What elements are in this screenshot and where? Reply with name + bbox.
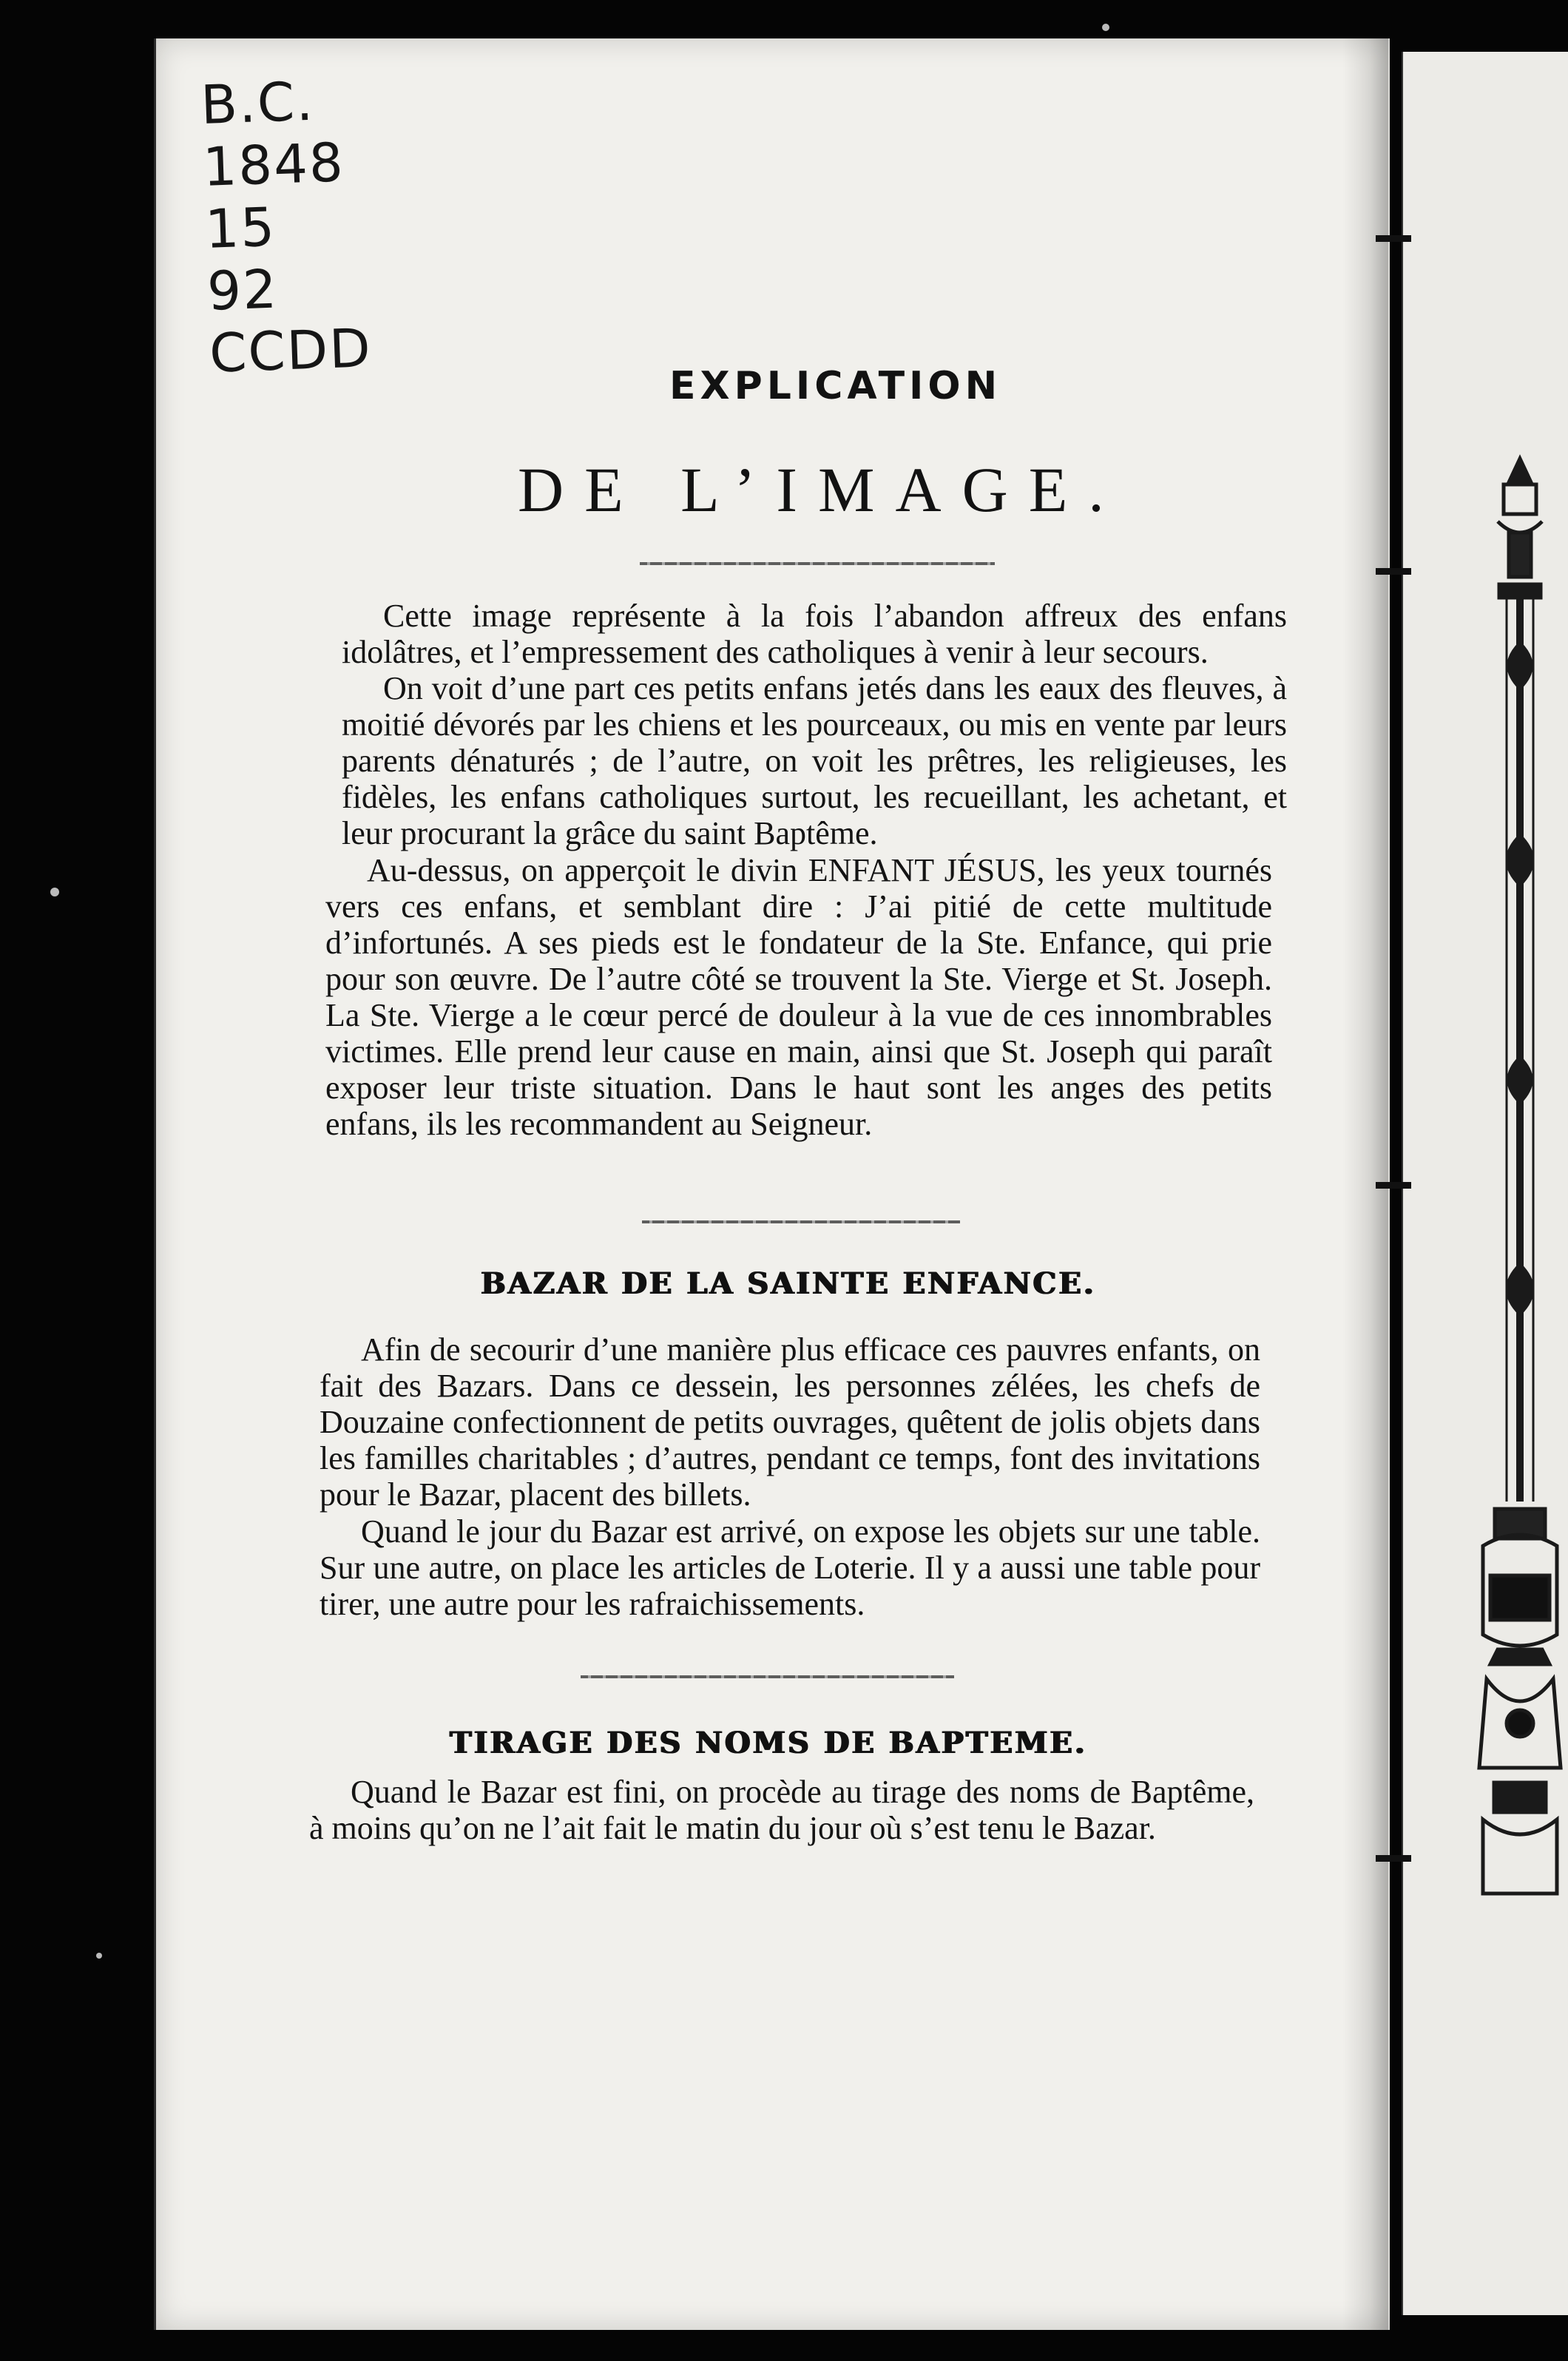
scan-speck: [1102, 24, 1109, 31]
heading-bazar: BAZAR DE LA SAINTE ENFANCE.: [481, 1266, 1096, 1301]
paragraph: Cette image représente à la fois l’abandon affreux des enfans idolâtres, et l’empressement des catholiques à venir à leur secours.: [342, 598, 1287, 670]
handnote-line: 15: [203, 195, 277, 260]
decorative-rule: [642, 1220, 960, 1223]
handwritten-catalog-note: [200, 68, 373, 384]
binding-mark: [1376, 1182, 1411, 1189]
scan-speck: [50, 888, 59, 896]
binding-mark: [1376, 1855, 1411, 1862]
decorative-rule: [581, 1675, 954, 1678]
paragraph: Afin de secourir d’une manière plus efficace ces pauvres enfants, on fait des Bazars. Dans ce dessein, les personnes zélées, les chefs de Douzaine confectionnent de petits ouvrages, quêtent de jolis objets dans les familles charitables ; d’autres, pendant ce temps, font des invitations pour le Bazar, placent des billets.: [320, 1331, 1260, 1513]
paragraph: On voit d’une part ces petits enfans jetés dans les eaux des fleuves, à moitié dévorés par les chiens et les pourceaux, ou mis en vente par leurs parents dénaturés ; de l’autre, on voit les prêtres, les religieuses, les fidèles, les enfans catholiques surtout, les recueillant, les achetant, et leur procurant la grâce du saint Baptême.: [342, 670, 1287, 851]
section-title-de-limage: DE L’IMAGE.: [518, 454, 1125, 525]
paragraph: Quand le Bazar est fini, on procède au tirage des noms de Baptême, à moins qu’on ne l’ait fait le matin du jour où s’est tenu le Bazar.: [309, 1774, 1254, 1846]
handnote-line: 92: [206, 257, 280, 322]
handnote-line: B.C.: [200, 70, 316, 136]
heading-tirage: TIRAGE DES NOMS DE BAPTEME.: [450, 1726, 1087, 1760]
binding-mark: [1376, 568, 1411, 575]
handnote-line: 1848: [201, 131, 345, 198]
binding-mark: [1376, 235, 1411, 242]
decorative-column-ornament: [1468, 451, 1568, 1916]
decorative-rule: [640, 562, 995, 565]
handnote-line: CCDD: [208, 317, 373, 385]
paragraph: Quand le jour du Bazar est arrivé, on expose les objets sur une table. Sur une autre, on place les articles de Loterie. Il y a aussi une table pour tirer, une autre pour les rafraichissements.: [320, 1513, 1260, 1622]
paragraph: Au-dessus, on apperçoit le divin ENFANT JÉSUS, les yeux tournés vers ces enfans, et semblant dire : J’ai pitié de cette multitude d’infortunés. A ses pieds est le fondateur de la Ste. Enfance, qui prie pour son œuvre. De l’autre côté se trouvent la Ste. Vierge et St. Joseph. La Ste. Vierge a le cœur percé de douleur à la vue de ces innombrables victimes. Elle prend leur cause en main, ainsi que St. Joseph qui paraît exposer leur triste situation. Dans le haut sont les anges des petits enfans, ils les recommandent au Seigneur.: [325, 852, 1272, 1142]
scan-speck: [96, 1953, 102, 1959]
section-title-explication: EXPLICATION: [669, 364, 1002, 408]
